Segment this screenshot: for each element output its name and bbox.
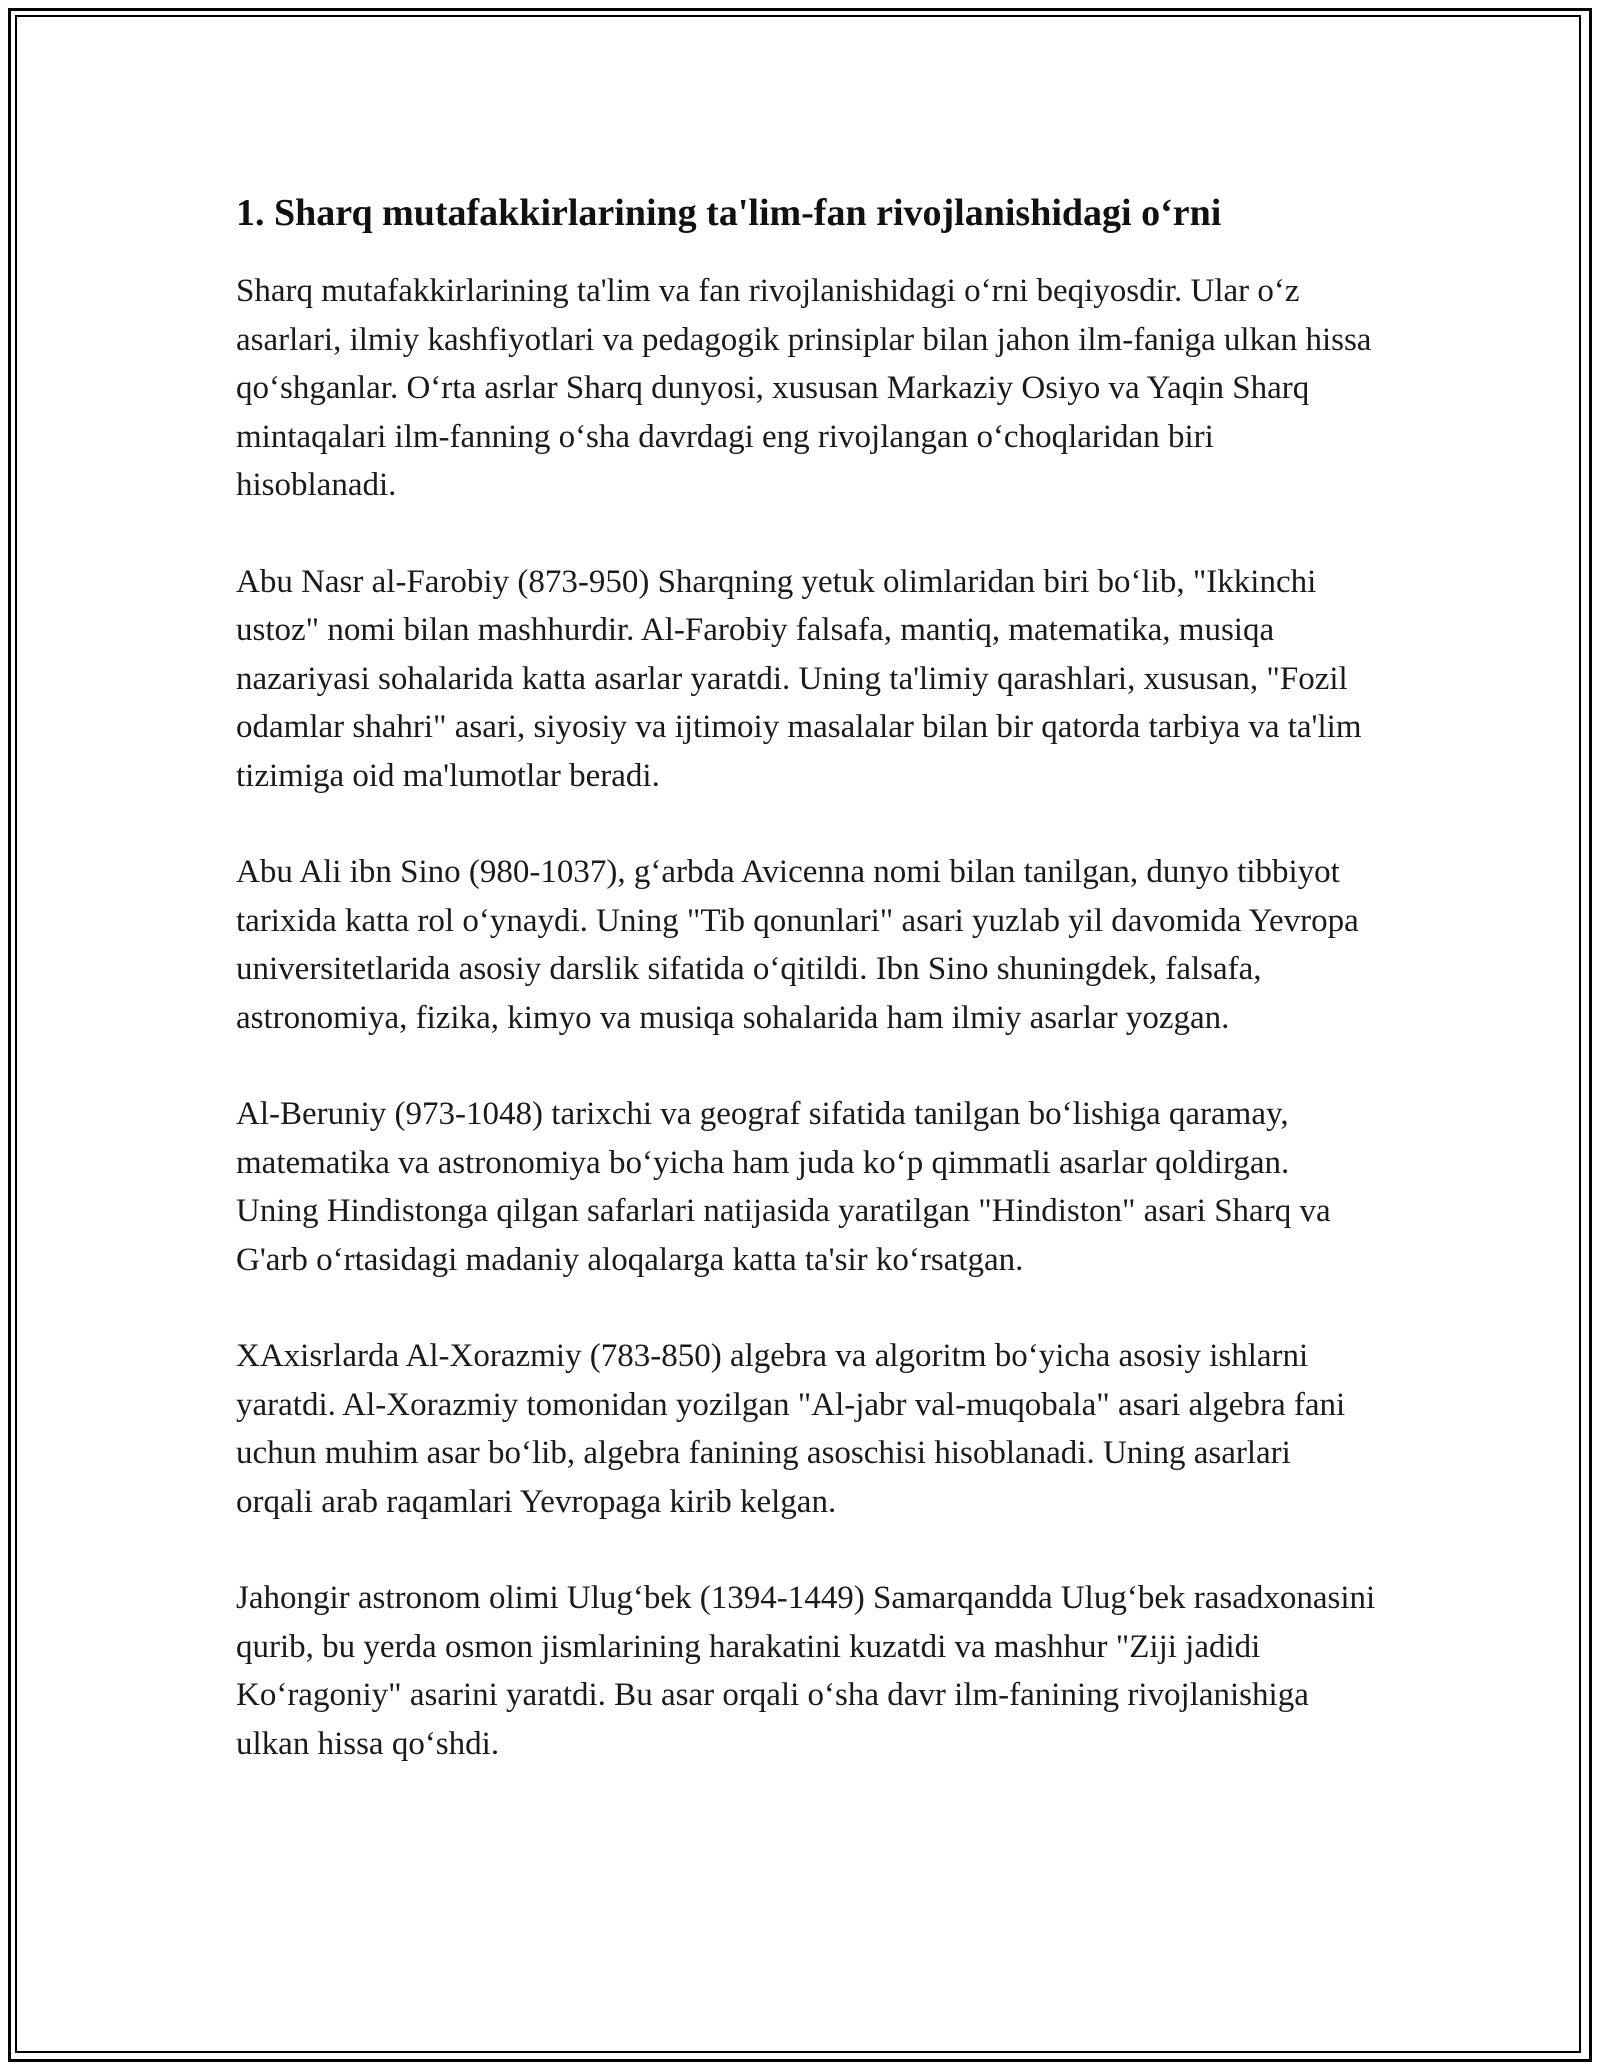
paragraph-beruniy: Al-Beruniy (973-1048) tarixchi va geograf sifatida tanilgan bo‘lishiga qaramay, matematika va astronomiya bo‘yicha ham juda ko‘p qimmatli asarlar qoldirgan. Uning Hindistonga qilgan safarlari natijasida yaratilgan "Hindiston" asari Sharq va G'arb o‘rtasidagi madaniy aloqalarga katta ta'sir ko‘rsatgan.: [236, 1096, 1331, 1278]
paragraph-ulugbek: Jahongir astronom olimi Ulug‘bek (1394-1449) Samarqandda Ulug‘bek rasadxonasini qurib, bu yerda osmon jismlarining harakatini kuzatdi va mashhur "Ziji jadidi Ko‘ragoniy" asarini yaratdi. Bu asar orqali o‘sha davr ilm-fanining rivojlanishiga ulkan hissa qo‘shdi.: [236, 1580, 1376, 1762]
paragraph-xorazmiy: XAxisrlarda Al-Xorazmiy (783-850) algebra va algoritm bo‘yicha asosiy ishlarni yaratdi. Al-Xorazmiy tomonidan yozilgan "Al-jabr val-muqobala" asari algebra fani uchun muhim asar bo‘lib, algebra fanining asoschisi hisoblanadi. Uning asarlari orqali arab raqamlari Yevropaga kirib kelgan.: [236, 1338, 1346, 1520]
paragraph-ibn-sino: Abu Ali ibn Sino (980-1037), g‘arbda Avicenna nomi bilan tanilgan, dunyo tibbiyot tarixida katta rol o‘ynaydi. Uning "Tib qonunlari" asari yuzlab yil davomida Yevropa universitetlarida asosiy darslik sifatida o‘qitildi. Ibn Sino shuningdek, falsafa, astronomiya, fizika, kimyo va musiqa sohalarida ham ilmiy asarlar yozgan.: [236, 854, 1359, 1036]
section-heading: 1. Sharq mutafakkirlarining ta'lim-fan rivojlanishidagi o‘rni: [236, 192, 1222, 234]
paragraph-farobiy: Abu Nasr al-Farobiy (873-950) Sharqning yetuk olimlaridan biri bo‘lib, "Ikkinchi ustoz" nomi bilan mashhurdir. Al-Farobiy falsafa, mantiq, matematika, musiqa nazariyasi sohalarida katta asarlar yaratdi. Uning ta'limiy qarashlari, xususan, "Fozil odamlar shahri" asari, siyosiy va ijtimoiy masalalar bilan bir qatorda tarbiya va ta'lim tizimiga oid ma'lumotlar beradi.: [236, 563, 1362, 794]
paragraph-intro: Sharq mutafakkirlarining ta'lim va fan rivojlanishidagi o‘rni beqiyosdir. Ular o‘z asarlari, ilmiy kashfiyotlari va pedagogik prinsiplar bilan jahon ilm-faniga ulkan hissa qo‘shganlar. O‘rta asrlar Sharq dunyosi, xususan Markaziy Osiyo va Yaqin Sharq mintaqalari ilm-fanning o‘sha davrdagi eng rivojlangan o‘choqlaridan biri hisoblanadi.: [236, 273, 1372, 503]
document-body: [236, 185, 1376, 1816]
